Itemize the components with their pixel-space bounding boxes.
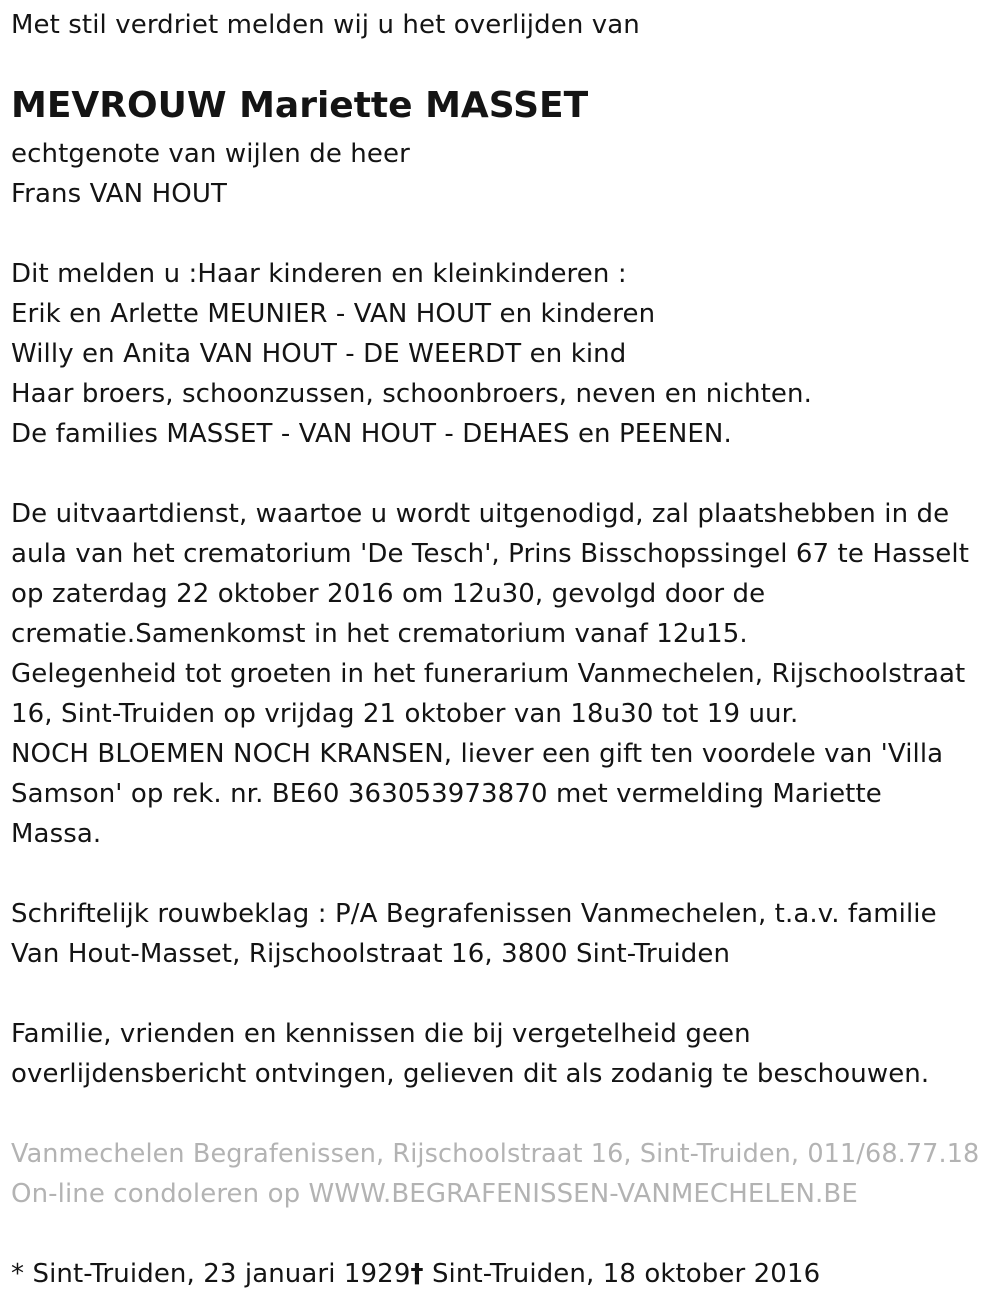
service-line: aula van het crematorium 'De Tesch', Prins Bisschopssingel 67 te Hasselt — [11, 539, 970, 569]
service-line: Samson' op rek. nr. BE60 363053973870 met vermelding Mariette — [11, 779, 882, 809]
life-dates — [11, 1254, 820, 1294]
family-line: Erik en Arlette MEUNIER - VAN HOUT en kinderen — [11, 299, 656, 329]
condolence-address-line: Schriftelijk rouwbeklag : P/A Begrafenissen Vanmechelen, t.a.v. familie — [11, 899, 937, 929]
service-line: Massa. — [11, 819, 102, 849]
notice-line: Familie, vrienden en kennissen die bij vergetelheid geen — [11, 1019, 751, 1049]
spouse-line: echtgenote van wijlen de heer — [11, 139, 410, 169]
family-line: Dit melden u :Haar kinderen en kleinkinderen : — [11, 259, 627, 289]
intro-text: Met stil verdriet melden wij u het overlijden van — [11, 10, 640, 40]
service-line: 16, Sint-Truiden op vrijdag 21 oktober van 18u30 tot 19 uur. — [11, 699, 799, 729]
family-line: De families MASSET - VAN HOUT - DEHAES en PEENEN. — [11, 419, 732, 449]
notice-line: overlijdensbericht ontvingen, gelieven dit als zodanig te beschouwen. — [11, 1059, 930, 1089]
birth-date: * Sint-Truiden, 23 januari 1929 — [11, 1259, 411, 1289]
condolence-website: On-line condoleren op WWW.BEGRAFENISSEN-VANMECHELEN.BE — [11, 1179, 858, 1209]
service-line: crematie.Samenkomst in het crematorium vanaf 12u15. — [11, 619, 748, 649]
service-line: op zaterdag 22 oktober 2016 om 12u30, gevolgd door de — [11, 579, 766, 609]
deceased-name: MEVROUW Mariette MASSET — [11, 85, 589, 126]
spouse-name: Frans VAN HOUT — [11, 179, 227, 209]
service-line: De uitvaartdienst, waartoe u wordt uitgenodigd, zal plaatshebben in de — [11, 499, 950, 529]
service-line: Gelegenheid tot groeten in het funerarium Vanmechelen, Rijschoolstraat — [11, 659, 966, 689]
family-line: Haar broers, schoonzussen, schoonbroers, neven en nichten. — [11, 379, 812, 409]
family-line: Willy en Anita VAN HOUT - DE WEERDT en kind — [11, 339, 627, 369]
service-line: NOCH BLOEMEN NOCH KRANSEN, liever een gift ten voordele van 'Villa — [11, 739, 944, 769]
funeral-home-contact: Vanmechelen Begrafenissen, Rijschoolstraat 16, Sint-Truiden, 011/68.77.18 — [11, 1139, 980, 1169]
condolence-address-line: Van Hout-Masset, Rijschoolstraat 16, 3800 Sint-Truiden — [11, 939, 731, 969]
death-date: Sint-Truiden, 18 oktober 2016 — [423, 1259, 821, 1289]
dagger-icon: † — [410, 1259, 424, 1289]
